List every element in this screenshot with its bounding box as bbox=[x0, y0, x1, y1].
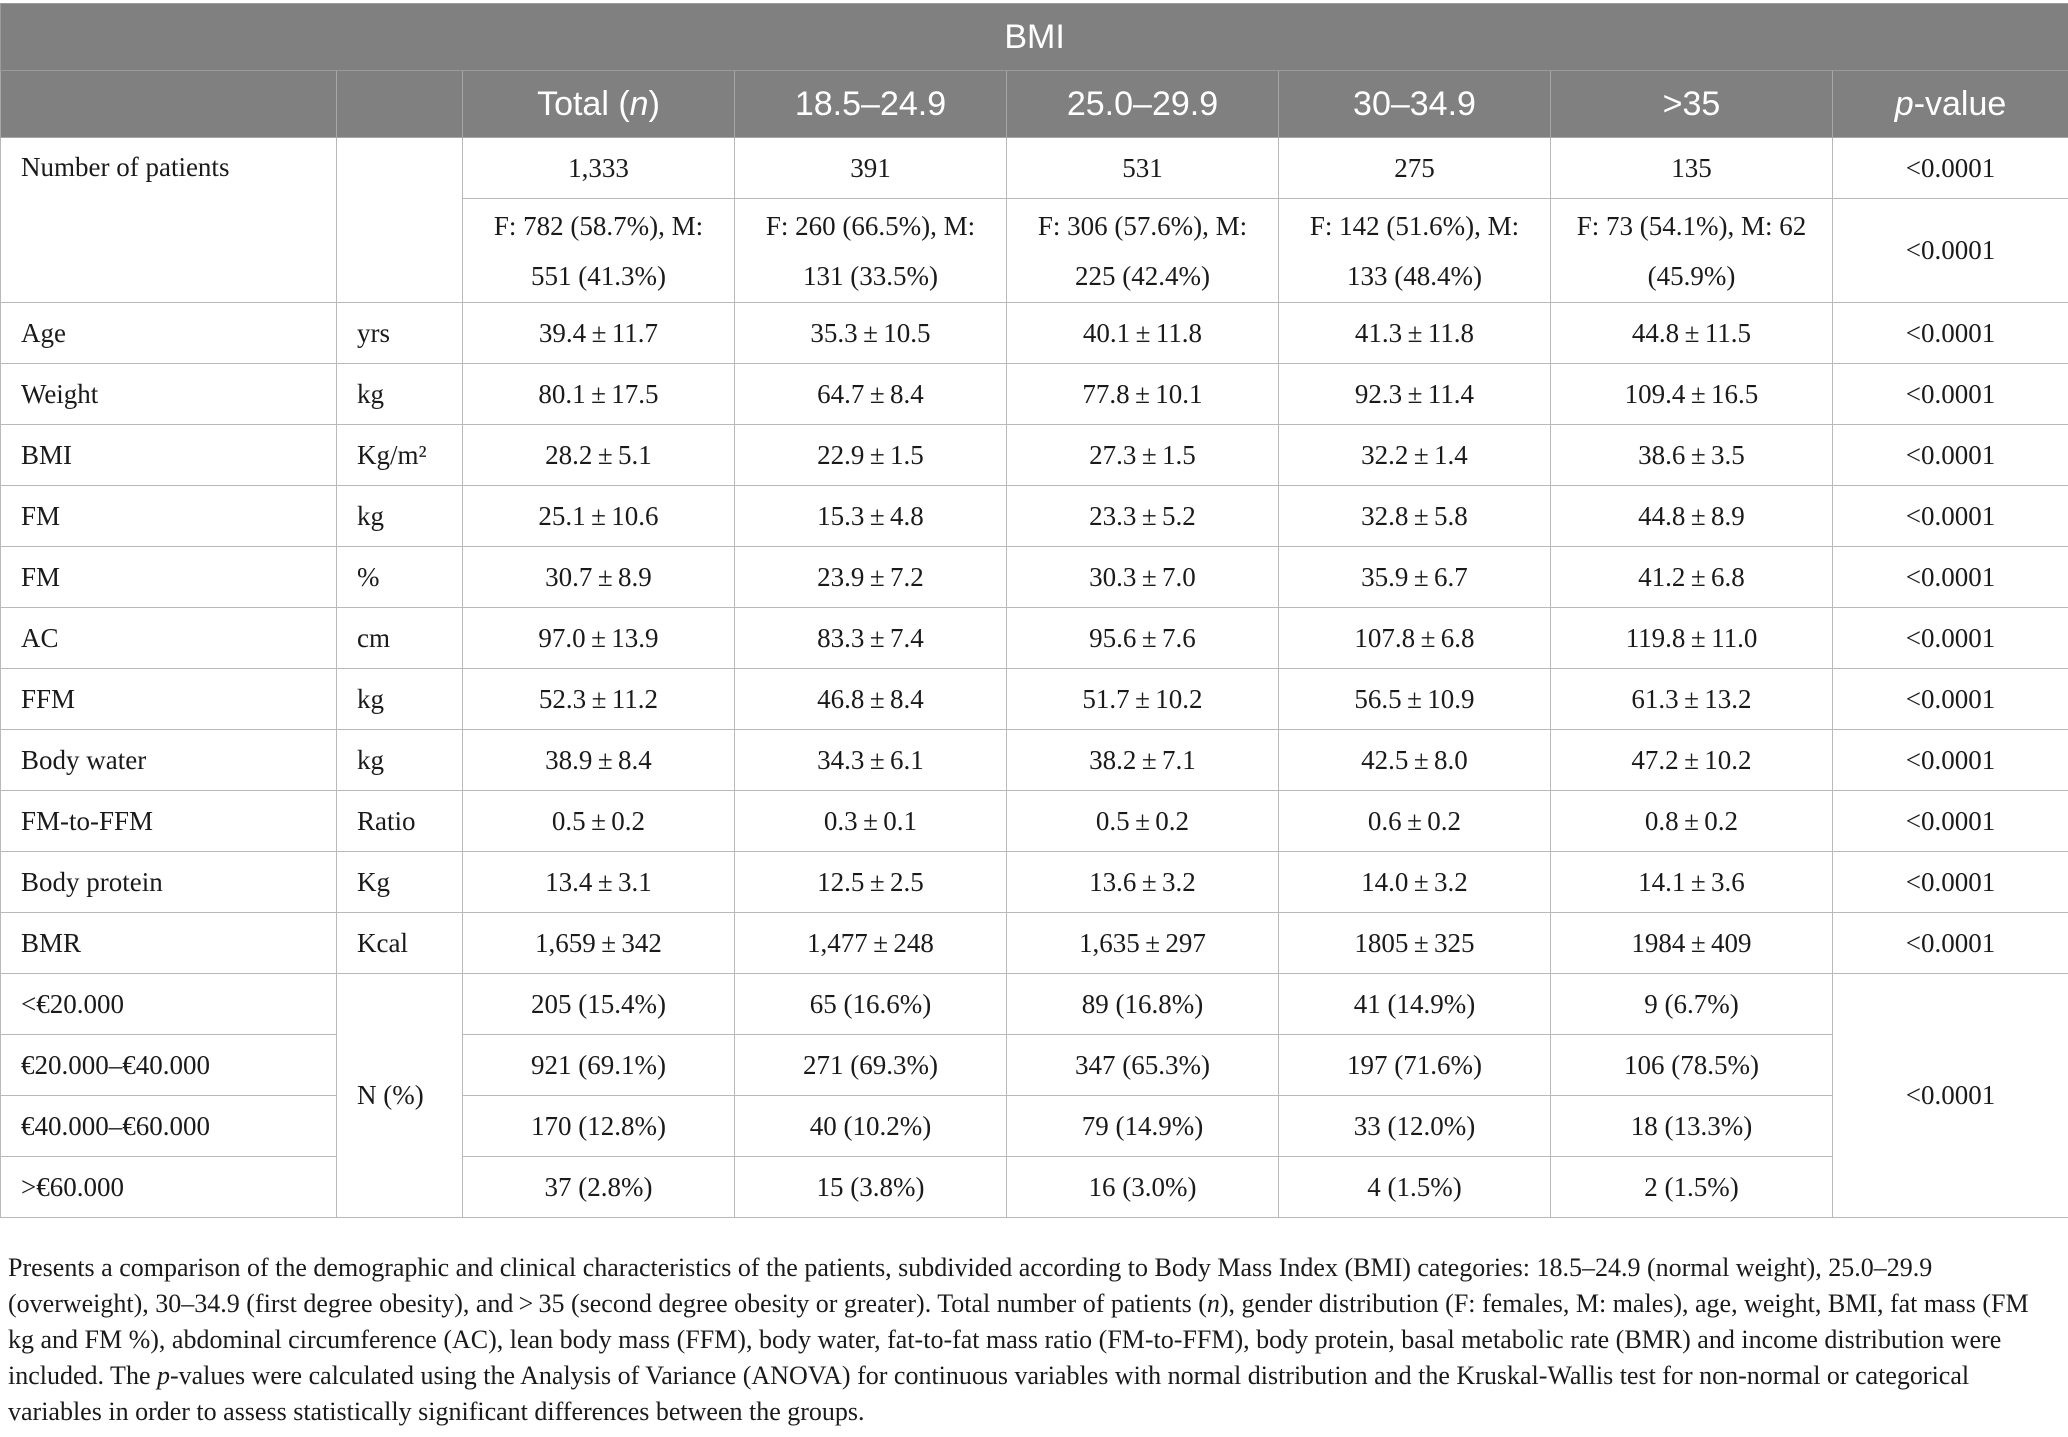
cell-value: 32.8 ± 5.8 bbox=[1279, 486, 1551, 547]
cell-value: 1,477 ± 248 bbox=[735, 913, 1007, 974]
table-row bbox=[1, 303, 2068, 364]
row-unit: N (%) bbox=[337, 974, 463, 1218]
table-row bbox=[1, 425, 2068, 486]
cell-p-value: <0.0001 bbox=[1833, 791, 2068, 852]
col-header-variable bbox=[1, 71, 337, 138]
table-row bbox=[1, 138, 2068, 199]
table-row bbox=[1, 974, 2068, 1035]
cell-p-value: <0.0001 bbox=[1833, 730, 2068, 791]
row-unit: % bbox=[337, 547, 463, 608]
cell-value: 46.8 ± 8.4 bbox=[735, 669, 1007, 730]
col-header-bmi-obese2: >35 bbox=[1551, 71, 1833, 138]
table-row bbox=[1, 547, 2068, 608]
cell-value: 14.1 ± 3.6 bbox=[1551, 852, 1833, 913]
table-row bbox=[1, 730, 2068, 791]
cell-value: 39.4 ± 11.7 bbox=[463, 303, 735, 364]
row-unit: cm bbox=[337, 608, 463, 669]
cell-value: 1,659 ± 342 bbox=[463, 913, 735, 974]
col-header-bmi-obese1: 30–34.9 bbox=[1279, 71, 1551, 138]
table-row bbox=[1, 1035, 2068, 1096]
row-unit: kg bbox=[337, 669, 463, 730]
table-row bbox=[1, 669, 2068, 730]
cell-value: 80.1 ± 17.5 bbox=[463, 364, 735, 425]
cell-value: 41.2 ± 6.8 bbox=[1551, 547, 1833, 608]
cell-value: 38.6 ± 3.5 bbox=[1551, 425, 1833, 486]
cell-value: 275 bbox=[1279, 138, 1551, 199]
cell-value: 30.3 ± 7.0 bbox=[1007, 547, 1279, 608]
cell-value: 33 (12.0%) bbox=[1279, 1096, 1551, 1157]
cell-value: 0.6 ± 0.2 bbox=[1279, 791, 1551, 852]
row-label: >€60.000 bbox=[1, 1157, 337, 1218]
cell-value: 205 (15.4%) bbox=[463, 974, 735, 1035]
cell-value: 1805 ± 325 bbox=[1279, 913, 1551, 974]
table-container bbox=[0, 3, 2068, 1218]
cell-value: 18 (13.3%) bbox=[1551, 1096, 1833, 1157]
row-label: FM-to-FFM bbox=[1, 791, 337, 852]
cell-value: 119.8 ± 11.0 bbox=[1551, 608, 1833, 669]
row-unit: kg bbox=[337, 486, 463, 547]
column-header-row bbox=[1, 71, 2068, 138]
cell-value: 35.9 ± 6.7 bbox=[1279, 547, 1551, 608]
cell-p-value: <0.0001 bbox=[1833, 913, 2068, 974]
cell-p-value: <0.0001 bbox=[1833, 303, 2068, 364]
row-label: BMR bbox=[1, 913, 337, 974]
cell-p-value: <0.0001 bbox=[1833, 669, 2068, 730]
cell-value: 4 (1.5%) bbox=[1279, 1157, 1551, 1218]
col-header-unit bbox=[337, 71, 463, 138]
cell-value: 65 (16.6%) bbox=[735, 974, 1007, 1035]
cell-value: 347 (65.3%) bbox=[1007, 1035, 1279, 1096]
group-header: BMI bbox=[1, 4, 2068, 71]
cell-value: 2 (1.5%) bbox=[1551, 1157, 1833, 1218]
cell-value: 95.6 ± 7.6 bbox=[1007, 608, 1279, 669]
bmi-characteristics-table bbox=[0, 3, 2068, 1218]
cell-value: 16 (3.0%) bbox=[1007, 1157, 1279, 1218]
cell-value: 41 (14.9%) bbox=[1279, 974, 1551, 1035]
table-row bbox=[1, 913, 2068, 974]
cell-value: 13.6 ± 3.2 bbox=[1007, 852, 1279, 913]
cell-value: F: 306 (57.6%), M: 225 (42.4%) bbox=[1007, 199, 1279, 303]
row-label: FM bbox=[1, 486, 337, 547]
row-label: €40.000–€60.000 bbox=[1, 1096, 337, 1157]
cell-value: 30.7 ± 8.9 bbox=[463, 547, 735, 608]
cell-value: F: 73 (54.1%), M: 62 (45.9%) bbox=[1551, 199, 1833, 303]
cell-value: 47.2 ± 10.2 bbox=[1551, 730, 1833, 791]
row-unit: kg bbox=[337, 364, 463, 425]
cell-p-value: <0.0001 bbox=[1833, 138, 2068, 199]
cell-value: 27.3 ± 1.5 bbox=[1007, 425, 1279, 486]
table-row bbox=[1, 791, 2068, 852]
cell-value: F: 260 (66.5%), M: 131 (33.5%) bbox=[735, 199, 1007, 303]
cell-value: 25.1 ± 10.6 bbox=[463, 486, 735, 547]
cell-p-value: <0.0001 bbox=[1833, 974, 2068, 1218]
cell-value: 64.7 ± 8.4 bbox=[735, 364, 1007, 425]
cell-value: 0.5 ± 0.2 bbox=[1007, 791, 1279, 852]
table-row bbox=[1, 486, 2068, 547]
row-label: <€20.000 bbox=[1, 974, 337, 1035]
cell-value: 135 bbox=[1551, 138, 1833, 199]
cell-value: 97.0 ± 13.9 bbox=[463, 608, 735, 669]
row-label: Age bbox=[1, 303, 337, 364]
cell-value: 32.2 ± 1.4 bbox=[1279, 425, 1551, 486]
cell-value: 77.8 ± 10.1 bbox=[1007, 364, 1279, 425]
row-unit bbox=[337, 138, 463, 303]
cell-value: 921 (69.1%) bbox=[463, 1035, 735, 1096]
row-label: FFM bbox=[1, 669, 337, 730]
cell-value: 531 bbox=[1007, 138, 1279, 199]
cell-value: 15.3 ± 4.8 bbox=[735, 486, 1007, 547]
cell-value: 61.3 ± 13.2 bbox=[1551, 669, 1833, 730]
cell-value: 107.8 ± 6.8 bbox=[1279, 608, 1551, 669]
cell-value: 52.3 ± 11.2 bbox=[463, 669, 735, 730]
cell-value: 92.3 ± 11.4 bbox=[1279, 364, 1551, 425]
cell-value: 23.3 ± 5.2 bbox=[1007, 486, 1279, 547]
cell-value: 83.3 ± 7.4 bbox=[735, 608, 1007, 669]
cell-value: 13.4 ± 3.1 bbox=[463, 852, 735, 913]
cell-value: 170 (12.8%) bbox=[463, 1096, 735, 1157]
cell-p-value: <0.0001 bbox=[1833, 486, 2068, 547]
cell-value: 271 (69.3%) bbox=[735, 1035, 1007, 1096]
table-row bbox=[1, 364, 2068, 425]
table-row bbox=[1, 852, 2068, 913]
cell-value: 44.8 ± 8.9 bbox=[1551, 486, 1833, 547]
cell-value: 197 (71.6%) bbox=[1279, 1035, 1551, 1096]
table-row bbox=[1, 608, 2068, 669]
row-label: €20.000–€40.000 bbox=[1, 1035, 337, 1096]
row-unit: Ratio bbox=[337, 791, 463, 852]
cell-value: 15 (3.8%) bbox=[735, 1157, 1007, 1218]
cell-value: 42.5 ± 8.0 bbox=[1279, 730, 1551, 791]
cell-value: 40.1 ± 11.8 bbox=[1007, 303, 1279, 364]
cell-p-value: <0.0001 bbox=[1833, 608, 2068, 669]
row-unit: Kg bbox=[337, 852, 463, 913]
cell-value: 37 (2.8%) bbox=[463, 1157, 735, 1218]
cell-value: 35.3 ± 10.5 bbox=[735, 303, 1007, 364]
col-header-bmi-normal: 18.5–24.9 bbox=[735, 71, 1007, 138]
cell-value: 89 (16.8%) bbox=[1007, 974, 1279, 1035]
row-label: BMI bbox=[1, 425, 337, 486]
cell-p-value: <0.0001 bbox=[1833, 199, 2068, 303]
cell-value: 109.4 ± 16.5 bbox=[1551, 364, 1833, 425]
cell-value: 79 (14.9%) bbox=[1007, 1096, 1279, 1157]
cell-value: 34.3 ± 6.1 bbox=[735, 730, 1007, 791]
cell-p-value: <0.0001 bbox=[1833, 547, 2068, 608]
table-row bbox=[1, 1157, 2068, 1218]
row-unit: kg bbox=[337, 730, 463, 791]
cell-value: 106 (78.5%) bbox=[1551, 1035, 1833, 1096]
cell-value: 0.8 ± 0.2 bbox=[1551, 791, 1833, 852]
cell-value: 23.9 ± 7.2 bbox=[735, 547, 1007, 608]
row-unit: Kg/m² bbox=[337, 425, 463, 486]
row-unit: Kcal bbox=[337, 913, 463, 974]
cell-value: F: 142 (51.6%), M: 133 (48.4%) bbox=[1279, 199, 1551, 303]
cell-value: 1,333 bbox=[463, 138, 735, 199]
table-row bbox=[1, 1096, 2068, 1157]
cell-value: 51.7 ± 10.2 bbox=[1007, 669, 1279, 730]
cell-p-value: <0.0001 bbox=[1833, 364, 2068, 425]
col-header-bmi-overweight: 25.0–29.9 bbox=[1007, 71, 1279, 138]
cell-value: 0.5 ± 0.2 bbox=[463, 791, 735, 852]
row-label: Body protein bbox=[1, 852, 337, 913]
row-label: FM bbox=[1, 547, 337, 608]
cell-value: 38.2 ± 7.1 bbox=[1007, 730, 1279, 791]
cell-value: F: 782 (58.7%), M: 551 (41.3%) bbox=[463, 199, 735, 303]
col-header-p-value: p-value bbox=[1833, 71, 2068, 138]
cell-value: 0.3 ± 0.1 bbox=[735, 791, 1007, 852]
cell-value: 14.0 ± 3.2 bbox=[1279, 852, 1551, 913]
row-label: AC bbox=[1, 608, 337, 669]
row-label: Weight bbox=[1, 364, 337, 425]
cell-value: 41.3 ± 11.8 bbox=[1279, 303, 1551, 364]
cell-value: 12.5 ± 2.5 bbox=[735, 852, 1007, 913]
row-label: Number of patients bbox=[1, 138, 337, 303]
row-label: Body water bbox=[1, 730, 337, 791]
cell-value: 391 bbox=[735, 138, 1007, 199]
cell-value: 28.2 ± 5.1 bbox=[463, 425, 735, 486]
cell-value: 38.9 ± 8.4 bbox=[463, 730, 735, 791]
cell-value: 56.5 ± 10.9 bbox=[1279, 669, 1551, 730]
cell-value: 1984 ± 409 bbox=[1551, 913, 1833, 974]
cell-p-value: <0.0001 bbox=[1833, 425, 2068, 486]
cell-value: 44.8 ± 11.5 bbox=[1551, 303, 1833, 364]
cell-value: 1,635 ± 297 bbox=[1007, 913, 1279, 974]
cell-value: 22.9 ± 1.5 bbox=[735, 425, 1007, 486]
cell-value: 9 (6.7%) bbox=[1551, 974, 1833, 1035]
cell-value: 40 (10.2%) bbox=[735, 1096, 1007, 1157]
cell-p-value: <0.0001 bbox=[1833, 852, 2068, 913]
row-unit: yrs bbox=[337, 303, 463, 364]
table-caption: Presents a comparison of the demographic and clinical characteristics of the patients, subdivided according to Body Mass Index (BMI) categories: 18.5–24.9 (normal weight), 25.0–29.9 (overweight), 30–34.9 (first degree obesity), and > 35 (second degree obesity or greater). Total number of patients (n), gender distribution (F: females, M: males), age, weight, BMI, fat mass (FM kg and FM %), abdominal circumference (AC), lean body mass (FFM), body water, fat-to-fat mass ratio (FM-to-FFM), body protein, basal metabolic rate (BMR) and income distribution were included. The p-values were calculated using the Analysis of Variance (ANOVA) for continuous variables with normal distribution and the Kruskal-Wallis test for non-normal or categorical variables in order to assess statistically significant differences between the groups. bbox=[8, 1253, 2029, 1426]
col-header-total: Total (n) bbox=[463, 71, 735, 138]
